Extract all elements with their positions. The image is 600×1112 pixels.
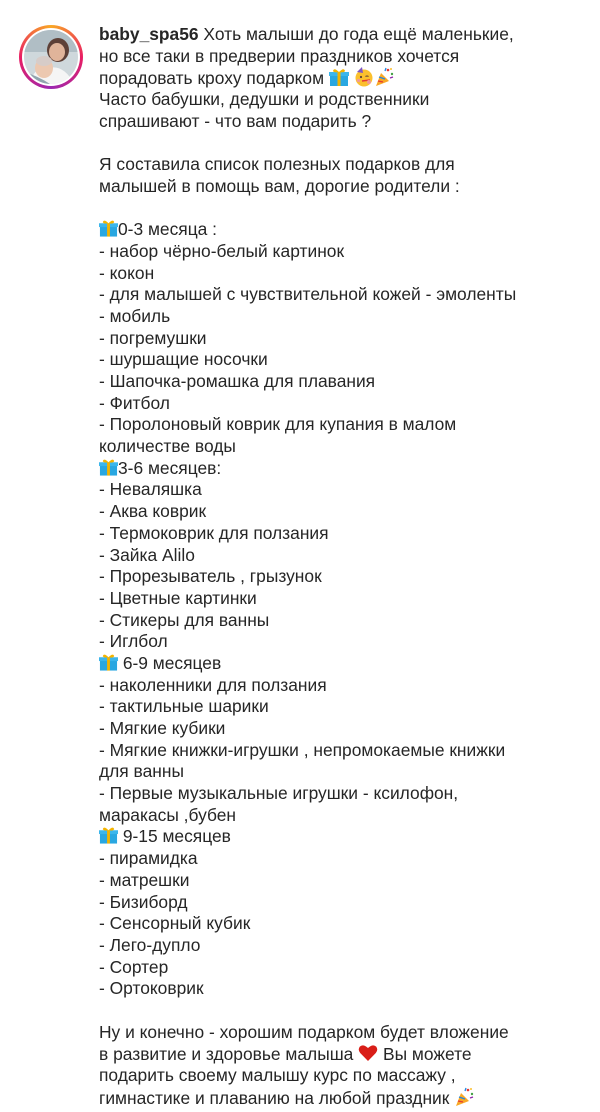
party-popper-icon (374, 67, 394, 87)
caption-line: спрашивают - что вам подарить ? (99, 110, 372, 131)
list-item: количестве воды (99, 436, 236, 457)
list-item: - Цветные картинки (99, 587, 257, 608)
list-item: - тактильные шарики (99, 696, 269, 717)
list-item: - Лего-дупло (99, 934, 201, 955)
gift-icon (329, 68, 349, 86)
caption-line: малышей в помощь вам, дорогие родители : (99, 175, 460, 196)
party-popper-icon (454, 1087, 474, 1107)
caption-line: baby_spa56 Хоть малыши до года ещё маленькие, (99, 24, 514, 44)
username-link[interactable]: baby_spa56 (99, 24, 199, 44)
list-item: - шуршащие носочки (99, 349, 268, 370)
list-item: - Аква коврик (99, 501, 207, 522)
blank-line (99, 198, 589, 220)
list-item: - для малышей с чувствительной кожей - эмоленты (99, 284, 517, 305)
list-item: - Бизиборд (99, 891, 188, 912)
list-item: - кокон (99, 262, 155, 283)
section-heading: 0-3 месяца : (99, 219, 589, 241)
list-item: - Термоковрик для ползания (99, 522, 329, 543)
caption-line: Ну и конечно - хорошим подарком будет вложение (99, 1021, 509, 1042)
list-item: - наколенники для ползания (99, 674, 327, 695)
list-item: - Мягкие кубики (99, 718, 226, 738)
caption-line: Часто бабушки, дедушки и родственники (99, 89, 430, 110)
list-item: - Мягкие книжки-игрушки , непромокаемые книжки (99, 739, 506, 760)
section-heading: 3-6 месяцев: (99, 458, 589, 480)
gift-icon (99, 458, 118, 476)
list-item: - Сортер (99, 956, 169, 977)
list-item: - Фитбол (99, 392, 170, 413)
gift-icon (99, 653, 118, 671)
partying-face-icon (354, 67, 374, 87)
list-item: - Поролоновый коврик для купания в малом (99, 414, 457, 435)
list-item: - Прорезыватель , грызунок (99, 566, 322, 587)
list-item: - матрешки (99, 869, 190, 890)
list-item: - Зайка Alilo (99, 544, 195, 565)
list-item: маракасы ,бубен (99, 804, 237, 825)
list-item: - Первые музыкальные игрушки - ксилофон, (99, 783, 459, 804)
caption-line: гимнастике и плаванию на любой праздник (99, 1087, 589, 1109)
gift-icon (99, 826, 118, 844)
list-item: - Иглбол (99, 631, 168, 652)
list-item: - набор чёрно-белый картинок (99, 240, 345, 261)
list-item: - Неваляшка (99, 479, 202, 500)
list-item: - мобиль (99, 305, 171, 326)
avatar[interactable] (19, 25, 83, 89)
list-item: для ванны (99, 761, 184, 782)
caption-line: порадовать кроху подарком (99, 67, 589, 89)
section-heading: 9-15 месяцев (99, 826, 589, 848)
avatar-photo (24, 30, 78, 84)
list-item: - Ортоковрик (99, 978, 204, 999)
section-heading: 6-9 месяцев (99, 653, 589, 675)
red-heart-icon (358, 1043, 378, 1063)
list-item: - погремушки (99, 327, 207, 348)
caption-line: в развитие и здоровье малыша Вы можете (99, 1044, 472, 1065)
caption-line: подарить своему малышу курс по массажу , (99, 1065, 456, 1085)
caption-line: но все таки в предверии праздников хочется (99, 45, 460, 66)
list-item: - Стикеры для ванны (99, 609, 270, 630)
list-item: - Шапочка-ромашка для плавания (99, 371, 376, 391)
list-item: - пирамидка (99, 848, 198, 869)
caption-text (99, 24, 589, 1108)
list-item: - Сенсорный кубик (99, 913, 251, 934)
blank-line (99, 1000, 589, 1022)
blank-line (99, 132, 589, 154)
caption-line: Я составила список полезных подарков для (99, 154, 455, 175)
gift-icon (99, 219, 118, 237)
